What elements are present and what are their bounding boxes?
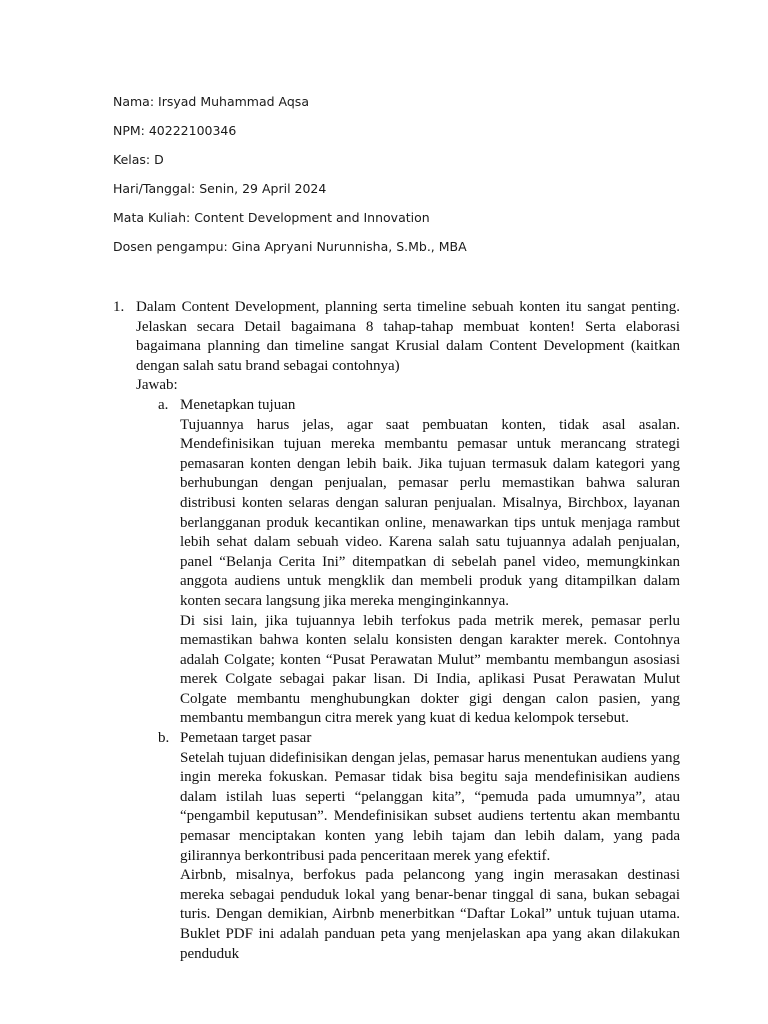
section-paragraph: Setelah tujuan didefinisikan dengan jelas, pemasar harus menentukan audiens yang ingin mereka fokuskan. Pemasar tidak bisa begitu saja mendefinisikan audiens dalam istilah luas seperti “pelanggan kita”, “pemuda pada umumnya”, atau “pengambil keputusan”. Mendefinisikan subset audiens tertentu akan membantu pemasar menciptakan konten yang lebih tajam dan lebih dalam, yang pada gilirannya berkontribusi pada penceritaan merek yang efektif.	[180, 749, 680, 864]
question-text: Dalam Content Development, planning serta timeline sebuah konten itu sangat penting. Jelaskan secara Detail bagaimana 8 tahap-tahap membuat konten! Serta elaborasi bagaimana planning dan timeline sangat Krusial dalam Content Development (kaitkan dengan salah satu brand sebagai contohnya)	[136, 299, 680, 374]
student-info-header	[113, 92, 673, 266]
section-paragraph: Di sisi lain, jika tujuannya lebih terfokus pada metrik merek, pemasar perlu memastikan bahwa konten selalu konsisten dengan karakter merek. Contohnya adalah Colgate; konten “Pusat Perawatan Mulut” membantu membangun asosiasi merek Colgate sebagai pakar lisan. Di India, aplikasi Pusat Perawatan Mulut Colgate membantu menghubungkan dokter gigi dengan calon pasien, yang membantu membangun citra merek yang kuat di kedua kelompok tersebut.	[180, 612, 680, 727]
section-title: Pemetaan target pasar	[180, 730, 312, 747]
section-paragraph: Tujuannya harus jelas, agar saat pembuatan konten, tidak asal asalan. Mendefinisikan tujuan mereka membantu pemasar untuk merancang strategi pemasaran konten dengan lebih baik. Jika tujuan termasuk dalam kategori yang berhubungan dengan penjualan, pemasar perlu memastikan bahwa saluran distribusi konten selaras dengan saluran penjualan. Misalnya, Birchbox, layanan berlangganan produk kecantikan online, menawarkan tips untuk menjaga rambut lebih sehat dalam sebuah video. Karena salah satu tujuannya adalah penjualan, panel “Belanja Cerita Ini” ditempatkan di sebelah panel video, memungkinkan anggota audiens untuk mengklik dan membeli produk yang ditampilkan dalam konten secara langsung jika mereka menginginkannya.	[180, 416, 680, 609]
lecturer-line: Dosen pengampu: Gina Apryani Nurunnisha, S.Mb., MBA	[113, 239, 467, 254]
question-item	[113, 298, 680, 964]
question-number: 1.	[113, 299, 125, 315]
section-paragraph: Airbnb, misalnya, berfokus pada pelancong yang ingin merasakan destinasi mereka sebagai penduduk lokal yang benar-benar tinggal di sana, bukan sebagai turis. Dengan demikian, Airbnb menerbitkan “Daftar Lokal” untuk tujuan utama. Buklet PDF ini adalah panduan peta yang menjelaskan apa yang akan dilakukan penduduk	[180, 867, 680, 962]
course-line: Mata Kuliah: Content Development and Innovation	[113, 210, 430, 225]
section-b	[136, 729, 680, 964]
section-title: Menetapkan tujuan	[180, 396, 296, 413]
section-marker: b.	[158, 730, 170, 747]
student-npm: NPM: 40222100346	[113, 123, 237, 138]
section-marker: a.	[158, 396, 169, 413]
section-a	[136, 396, 680, 729]
answer-label: Jawab:	[136, 377, 178, 394]
document-body	[113, 298, 680, 964]
student-class: Kelas: D	[113, 152, 164, 167]
date-line: Hari/Tanggal: Senin, 29 April 2024	[113, 181, 327, 196]
student-name: Nama: Irsyad Muhammad Aqsa	[113, 94, 309, 109]
